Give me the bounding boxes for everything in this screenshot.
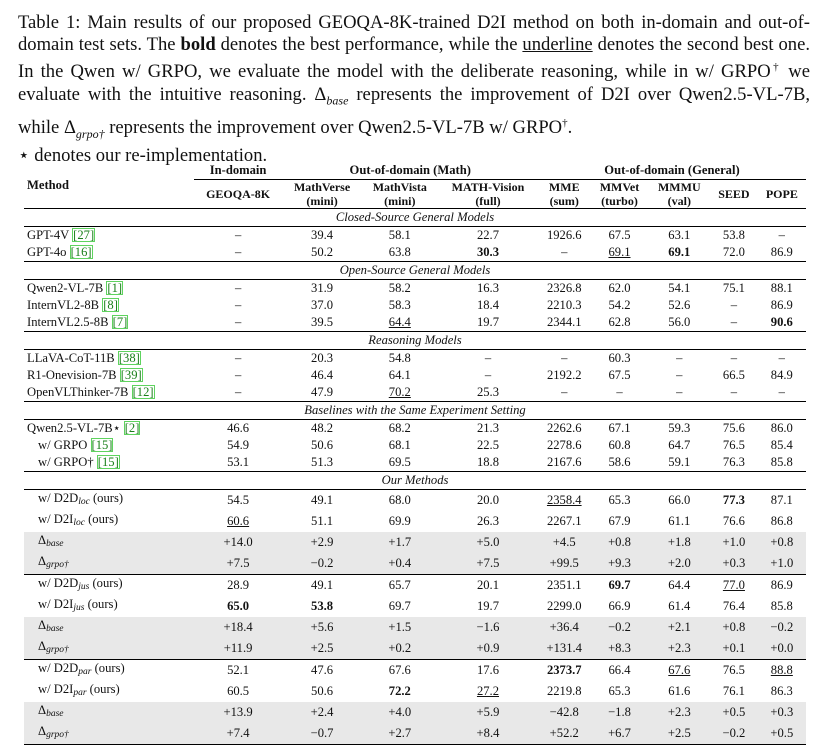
table-cell: 90.6	[770, 315, 793, 329]
table-cell: –	[616, 385, 623, 399]
table-cell: −42.8	[538, 702, 591, 723]
table-cell: 53.8	[722, 228, 745, 242]
table-cell: 69.1	[608, 245, 631, 259]
table-cell: 66.4	[591, 660, 649, 682]
table-cell: +36.4	[538, 617, 591, 638]
table-cell: 18.8	[476, 455, 499, 469]
table-cell: 59.3	[668, 421, 691, 435]
section-header: Reasoning Models	[24, 332, 806, 350]
table-cell: +0.8	[710, 617, 757, 638]
table-cell: +0.5	[710, 702, 757, 723]
table-cell: −1.8	[591, 702, 649, 723]
citation-link[interactable]: [12]	[132, 385, 154, 399]
table-cell: +2.1	[648, 617, 710, 638]
table-cell: –	[234, 281, 242, 295]
table-cell: +7.5	[438, 553, 538, 575]
method-name: Δgrpo†	[24, 638, 194, 660]
table-cell: 2344.1	[546, 315, 582, 329]
table-cell: 39.4	[311, 228, 334, 242]
method-name: Δgrpo†	[24, 723, 194, 745]
table-cell: 58.1	[388, 228, 411, 242]
table-cell: 58.3	[388, 298, 411, 312]
table-cell: −0.2	[710, 723, 757, 745]
table-row	[24, 384, 806, 402]
table-row	[24, 350, 806, 368]
table-cell: –	[730, 315, 738, 329]
table-row	[24, 723, 806, 745]
table-row	[24, 617, 806, 638]
table-cell: 65.0	[227, 599, 250, 613]
citation-link[interactable]: [8]	[103, 298, 118, 312]
table-cell: 49.1	[283, 575, 362, 597]
table-cell: +0.0	[758, 638, 806, 660]
table-cell: +131.4	[538, 638, 591, 660]
table-cell: +14.0	[194, 532, 283, 553]
table-cell: +6.7	[591, 723, 649, 745]
table-cell: 76.3	[722, 455, 745, 469]
header-col: MathVerse (mini)	[293, 180, 351, 208]
caption-bold-word: bold	[180, 34, 216, 56]
table-cell: 63.1	[668, 228, 691, 242]
table-cell: 86.9	[758, 575, 806, 597]
table-cell: +5.9	[438, 702, 538, 723]
table-cell: 30.3	[476, 245, 499, 259]
table-cell: +99.5	[538, 553, 591, 575]
table-cell: –	[730, 385, 738, 399]
header-group-general: Out-of-domain (General)	[538, 162, 806, 180]
table-cell: 54.5	[227, 493, 250, 507]
method-name: w/ D2Ipar (ours)	[38, 682, 120, 698]
table-cell: 65.3	[608, 684, 631, 698]
table-cell: 65.7	[362, 575, 438, 597]
table-cell: +0.1	[710, 638, 757, 660]
table-cell: 2167.6	[546, 455, 582, 469]
table-cell: –	[484, 368, 492, 382]
method-name: Δgrpo†	[24, 553, 194, 575]
caption-underline-word: underline	[522, 34, 593, 56]
header-col: POPE	[765, 187, 798, 201]
table-cell: 61.4	[668, 599, 691, 613]
table-cell: 63.8	[388, 245, 411, 259]
table-cell: +8.3	[591, 638, 649, 660]
table-cell: 53.8	[311, 599, 334, 613]
table-cell: 62.0	[608, 281, 631, 295]
citation-link[interactable]: [39]	[120, 368, 142, 382]
table-cell: 75.6	[722, 421, 745, 435]
table-cell: +1.5	[362, 617, 438, 638]
method-name: GPT-4o [16]	[27, 245, 92, 259]
table-row	[24, 280, 806, 298]
table-row	[24, 638, 806, 660]
table-cell: 64.7	[668, 438, 691, 452]
table-cell: –	[730, 351, 738, 365]
table-cell: 68.1	[388, 438, 411, 452]
header-col: MME (sum)	[548, 180, 580, 208]
table-cell: 2278.6	[546, 438, 582, 452]
table-cell: +2.9	[283, 532, 362, 553]
method-name: LLaVA-CoT-11B [38]	[27, 351, 140, 365]
table-row	[24, 244, 806, 262]
table-cell: 59.1	[668, 455, 691, 469]
method-name: w/ D2Iloc (ours)	[38, 512, 119, 528]
results-table	[24, 162, 806, 745]
method-name: Δbase	[24, 702, 194, 723]
table-cell: 64.1	[388, 368, 411, 382]
method-name: GPT-4V [27]	[27, 228, 95, 242]
table-cell: +9.3	[591, 553, 649, 575]
table-row	[24, 532, 806, 553]
table-cell: 77.3	[722, 493, 745, 507]
method-name: Qwen2.5-VL-7B⋆ [2]	[27, 421, 140, 435]
table-cell: 26.3	[476, 514, 499, 528]
table-cell: 86.9	[770, 245, 793, 259]
table-cell: 2262.6	[546, 421, 582, 435]
table-cell: –	[234, 351, 242, 365]
header-col: MMVet (turbo)	[599, 180, 640, 208]
table-row	[24, 702, 806, 723]
table-cell: 69.7	[388, 599, 411, 613]
table-cell: 60.3	[608, 351, 631, 365]
table-cell: 86.3	[770, 684, 793, 698]
table-cell: +1.0	[758, 553, 806, 575]
table-cell: –	[778, 351, 785, 365]
table-cell: 61.6	[668, 684, 691, 698]
caption-label: Table 1:	[18, 12, 81, 33]
table-cell: 2373.7	[538, 660, 591, 682]
table-cell: −0.2	[591, 617, 649, 638]
table-row	[24, 681, 806, 702]
table-cell: 69.7	[591, 575, 649, 597]
table-row	[24, 575, 806, 597]
table-cell: +2.3	[648, 702, 710, 723]
table-cell: 60.6	[227, 514, 250, 528]
table-cell: 28.9	[194, 575, 283, 597]
table-cell: 50.6	[311, 438, 334, 452]
table-cell: 86.8	[770, 514, 793, 528]
citation-link[interactable]: [38]	[118, 351, 140, 365]
table-cell: 22.5	[476, 438, 499, 452]
table-cell: 50.6	[311, 684, 334, 698]
header-col: SEED	[718, 187, 750, 201]
table-cell: +4.0	[362, 702, 438, 723]
citation-link[interactable]: [2]	[124, 421, 140, 435]
header-col: MMMU (val)	[657, 180, 701, 208]
table-row	[24, 437, 806, 454]
table-cell: 2192.2	[546, 368, 582, 382]
table-cell: 2267.1	[546, 514, 582, 528]
table-cell: 67.5	[608, 228, 631, 242]
table-row	[24, 297, 806, 314]
table-cell: 27.2	[476, 684, 499, 698]
method-name: R1-Onevision-7B [39]	[27, 368, 142, 382]
caption-star-note: ⋆ denotes our re-implementation.	[18, 144, 268, 166]
table-row	[24, 553, 806, 575]
table-cell: –	[778, 228, 785, 242]
citation-link[interactable]: [16]	[70, 245, 92, 259]
section-header: Baselines with the Same Experiment Setting	[24, 402, 806, 420]
table-cell: 75.1	[722, 281, 745, 295]
table-cell: 67.5	[608, 368, 631, 382]
table-cell: +2.7	[362, 723, 438, 745]
table-row	[24, 314, 806, 332]
citation-link[interactable]: [1]	[107, 281, 123, 295]
section-header: Our Methods	[24, 472, 806, 490]
table-cell: 85.4	[770, 438, 793, 452]
table-cell: +2.0	[648, 553, 710, 575]
table-cell: 54.8	[388, 351, 411, 365]
table-cell: 2351.1	[538, 575, 591, 597]
table-cell: 47.6	[283, 660, 362, 682]
method-name: OpenVLThinker-7B [12]	[27, 385, 154, 399]
table-cell: 77.0	[710, 575, 757, 597]
table-cell: 54.9	[227, 438, 250, 452]
method-name: Δbase	[24, 532, 194, 553]
table-cell: –	[561, 351, 568, 365]
table-cell: 17.6	[438, 660, 538, 682]
table-cell: 76.5	[710, 660, 757, 682]
table-cell: 76.4	[722, 599, 745, 613]
table-cell: 49.1	[311, 493, 334, 507]
table-cell: 60.8	[608, 438, 631, 452]
table-cell: 20.1	[438, 575, 538, 597]
table-cell: +0.8	[591, 532, 649, 553]
table-cell: +1.8	[648, 532, 710, 553]
table-cell: 88.8	[758, 660, 806, 682]
table-cell: 54.1	[668, 281, 691, 295]
table-row	[24, 490, 806, 512]
citation-link[interactable]: [7]	[112, 315, 128, 329]
citation-link[interactable]: [15]	[91, 438, 113, 452]
table-cell: −0.2	[758, 617, 806, 638]
section-header: Closed-Source General Models	[24, 209, 806, 227]
table-cell: −0.2	[283, 553, 362, 575]
table-cell: 48.2	[311, 421, 334, 435]
table-cell: 20.0	[476, 493, 499, 507]
table-row	[24, 596, 806, 617]
table-cell: 25.3	[476, 385, 499, 399]
table-cell: +0.3	[758, 702, 806, 723]
citation-link[interactable]: [27]	[73, 228, 95, 242]
table-cell: +18.4	[194, 617, 283, 638]
table-cell: 56.0	[668, 315, 691, 329]
table-cell: 2358.4	[546, 493, 582, 507]
table-cell: –	[676, 385, 683, 399]
table-cell: 67.6	[362, 660, 438, 682]
table-cell: 68.0	[388, 493, 411, 507]
table-cell: 52.1	[194, 660, 283, 682]
header-method: Method	[27, 177, 69, 192]
table-cell: +2.5	[283, 638, 362, 660]
method-name: w/ D2Ijus (ours)	[38, 597, 118, 613]
table-cell: 53.1	[227, 455, 250, 469]
table-cell: 67.1	[608, 421, 631, 435]
table-cell: 61.1	[668, 514, 691, 528]
table-row	[24, 227, 806, 245]
header-col: MathVista (mini)	[372, 180, 427, 208]
table-cell: 60.5	[227, 684, 250, 698]
table-cell: 51.1	[311, 514, 334, 528]
table-cell: 72.2	[388, 684, 411, 698]
table-cell: –	[484, 351, 492, 365]
method-name: w/ GRPO [15]	[38, 438, 113, 452]
table-cell: +0.3	[710, 553, 757, 575]
table-cell: 88.1	[770, 281, 793, 295]
table-cell: 76.1	[722, 684, 745, 698]
table-cell: +0.9	[438, 638, 538, 660]
table-cell: +0.8	[758, 532, 806, 553]
method-name: w/ GRPO† [15]	[38, 455, 119, 469]
method-name: Δbase	[24, 617, 194, 638]
table-cell: –	[234, 245, 242, 259]
table-cell: –	[778, 385, 785, 399]
table-cell: 65.3	[608, 493, 631, 507]
table-cell: +52.2	[538, 723, 591, 745]
table-cell: +7.4	[194, 723, 283, 745]
table-cell: +11.9	[194, 638, 283, 660]
table-cell: −1.6	[438, 617, 538, 638]
table-cell: 1926.6	[546, 228, 582, 242]
table-cell: +1.0	[710, 532, 757, 553]
table-cell: +13.9	[194, 702, 283, 723]
table-cell: +4.5	[538, 532, 591, 553]
table-cell: 46.4	[311, 368, 334, 382]
header-group-in-domain: In-domain	[194, 162, 283, 180]
method-name: Qwen2-VL-7B [1]	[27, 281, 123, 295]
table-cell: 2299.0	[546, 599, 582, 613]
table-cell: –	[676, 368, 683, 382]
table-caption: Table 1: Main results of our proposed GEOQA-8K-trained D2I method on both in-domain and out-of-domain test sets. The bold denotes the best performance, while the underline denotes the second best one. In the Qwen w/ GRPO, we evaluate the model with the deliberate reasoning, while in w/ GRPO† we evaluate with the intuitive reasoning. $\Delta_{base}$ represents the improvement of D2I over Qwen2.5-VL-7B, while $\Delta_{grpo\dagger}$ represents the improvement over Qwen2.5-VL-7B w/ GRPO†. ⋆ denotes our re-implementation.	[18, 12, 810, 166]
table-cell: 46.6	[227, 421, 250, 435]
table-cell: –	[676, 351, 683, 365]
table-cell: 22.7	[476, 228, 499, 242]
header-group-math: Out-of-domain (Math)	[283, 162, 538, 180]
table-cell: 16.3	[476, 281, 499, 295]
method-name: w/ D2Dpar (ours)	[24, 660, 194, 682]
table-cell: 85.8	[770, 455, 793, 469]
method-name: w/ D2Djus (ours)	[24, 575, 194, 597]
table-cell: 67.9	[608, 514, 631, 528]
table-cell: −0.7	[283, 723, 362, 745]
table-cell: +5.0	[438, 532, 538, 553]
header-col: GEOQA-8K	[206, 187, 271, 201]
table-cell: 85.8	[770, 599, 793, 613]
table-cell: 87.1	[770, 493, 793, 507]
table-cell: 69.5	[388, 455, 411, 469]
table-cell: +5.6	[283, 617, 362, 638]
table-cell: 20.3	[311, 351, 334, 365]
table-cell: 70.2	[388, 385, 411, 399]
table-cell: 67.6	[648, 660, 710, 682]
table-cell: 19.7	[476, 315, 499, 329]
table-cell: 62.8	[608, 315, 631, 329]
method-name: w/ D2Dloc (ours)	[38, 491, 124, 507]
table-cell: +7.5	[194, 553, 283, 575]
table-cell: 64.4	[388, 315, 411, 329]
table-cell: 39.5	[311, 315, 334, 329]
table-cell: 2219.8	[546, 684, 582, 698]
table-cell: 18.4	[476, 298, 499, 312]
table-cell: 66.0	[668, 493, 691, 507]
table-cell: +0.5	[758, 723, 806, 745]
table-cell: 2326.8	[546, 281, 582, 295]
table-cell: 69.1	[668, 245, 691, 259]
table-cell: +2.4	[283, 702, 362, 723]
table-cell: 58.2	[388, 281, 411, 295]
table-cell: 86.0	[770, 421, 793, 435]
table-cell: –	[730, 298, 738, 312]
table-cell: +2.3	[648, 638, 710, 660]
table-cell: +0.4	[362, 553, 438, 575]
table-cell: 69.9	[388, 514, 411, 528]
table-cell: +2.5	[648, 723, 710, 745]
method-name: InternVL2.5-8B [7]	[27, 315, 128, 329]
citation-link[interactable]: [15]	[97, 455, 119, 469]
table-cell: 66.5	[722, 368, 745, 382]
table-cell: 68.2	[388, 421, 411, 435]
table-cell: 19.7	[476, 599, 499, 613]
table-cell: –	[234, 228, 242, 242]
table-cell: 54.2	[608, 298, 631, 312]
table-cell: 51.3	[311, 455, 334, 469]
table-cell: +0.2	[362, 638, 438, 660]
table-cell: 37.0	[311, 298, 334, 312]
method-name: InternVL2-8B [8]	[27, 298, 118, 312]
table-cell: 72.0	[722, 245, 745, 259]
table-cell: –	[234, 368, 242, 382]
table-cell: 50.2	[311, 245, 334, 259]
table-cell: 84.9	[770, 368, 793, 382]
table-cell: 31.9	[311, 281, 334, 295]
table-cell: 2210.3	[546, 298, 582, 312]
table-cell: 58.6	[608, 455, 631, 469]
table-row	[24, 454, 806, 472]
header-col: MATH-Vision (full)	[451, 180, 525, 208]
table-cell: 76.5	[722, 438, 745, 452]
table-cell: 76.6	[722, 514, 745, 528]
table-cell: 64.4	[648, 575, 710, 597]
table-row	[24, 511, 806, 532]
table-cell: +1.7	[362, 532, 438, 553]
table-cell: 47.9	[311, 385, 334, 399]
table-row	[24, 660, 806, 682]
table-cell: –	[234, 315, 242, 329]
table-row	[24, 420, 806, 438]
table-cell: –	[561, 385, 568, 399]
table-cell: +8.4	[438, 723, 538, 745]
table-cell: –	[234, 385, 242, 399]
section-header: Open-Source General Models	[24, 262, 806, 280]
table-row	[24, 367, 806, 384]
table-cell: 21.3	[476, 421, 499, 435]
table-cell: –	[561, 245, 568, 259]
table-cell: 86.9	[770, 298, 793, 312]
table-cell: 66.9	[608, 599, 631, 613]
table-cell: 52.6	[668, 298, 691, 312]
table-cell: –	[234, 298, 242, 312]
